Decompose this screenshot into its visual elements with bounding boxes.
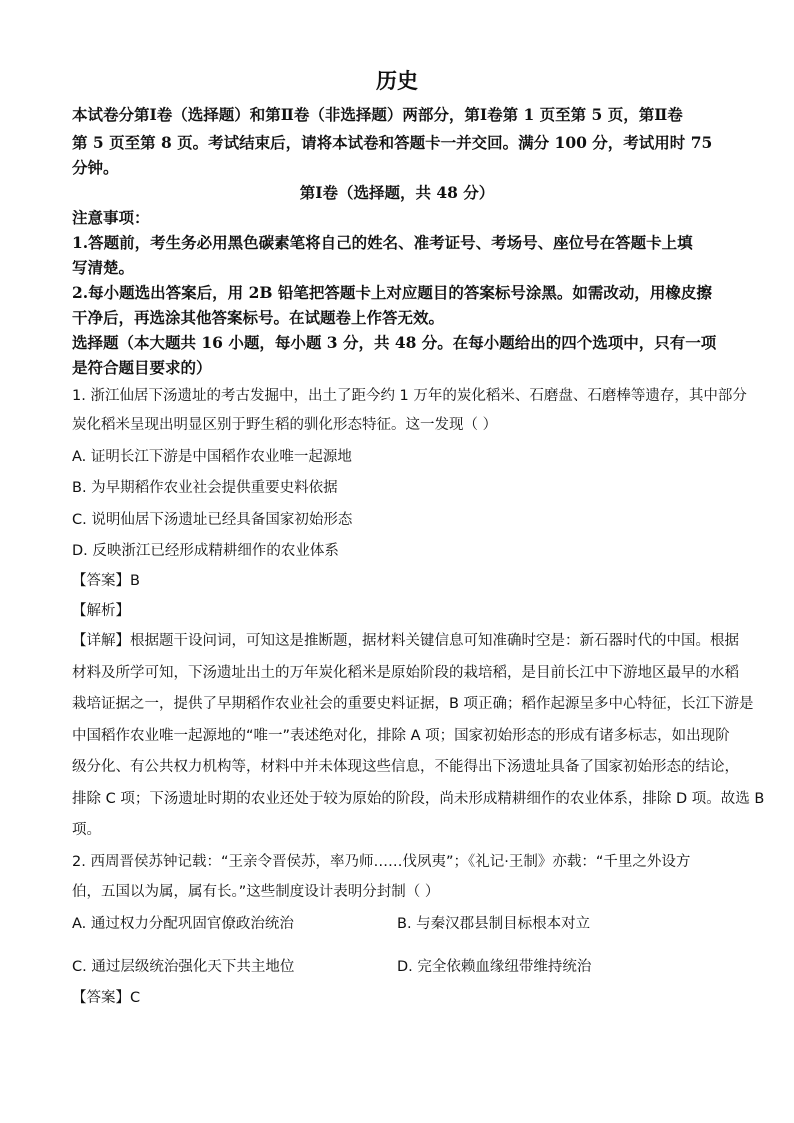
q1-answer: 【答案】B: [72, 573, 140, 589]
q1-option-b: B. 为早期稻作农业社会提供重要史料依据: [72, 480, 338, 496]
q1-stem: 1. 浙江仙居下汤遗址的考古发掘中，出土了距今约 1 万年的炭化稻米、石磨盘、石磨棒等遗存，其中部分: [72, 388, 747, 404]
q1-detail-line: 中国稻作农业唯一起源地的“唯一”表述绝对化，排除 A 项；国家初始形态的形成有诸多标志，如出现阶: [72, 728, 730, 744]
q1-detail-line: 项。: [72, 822, 101, 838]
q2-option-d: D. 完全依赖血缘纽带维持统治: [397, 959, 592, 975]
q1-option-d: D. 反映浙江已经形成精耕细作的农业体系: [72, 543, 339, 559]
intro-line: 本试卷分第Ⅰ卷（选择题）和第Ⅱ卷（非选择题）两部分，第Ⅰ卷第 1 页至第 5 页，第Ⅱ卷: [72, 105, 683, 124]
q1-option-a: A. 证明长江下游是中国稻作农业唯一起源地: [72, 449, 352, 465]
q1-detail-line: 排除 C 项；下汤遗址时期的农业还处于较为原始的阶段，尚未形成精耕细作的农业体系，排除 D 项。故选 B: [72, 791, 765, 807]
mcq-heading: 选择题（本大题共 16 小题，每小题 3 分，共 48 分。在每小题给出的四个选项中，只有一项: [72, 333, 717, 352]
note-line: 写清楚。: [72, 258, 135, 277]
mcq-heading: 是符合题目要求的）: [72, 358, 212, 377]
q1-detail-line: 【详解】根据题干设问词，可知这是推断题，据材料关键信息可知准确时空是：新石器时代的中国。根据: [72, 633, 739, 649]
note-line: 1.答题前，考生务必用黑色碳素笔将自己的姓名、准考证号、考场号、座位号在答题卡上填: [72, 233, 693, 252]
q2-option-c: C. 通过层级统治强化天下共主地位: [72, 959, 295, 975]
q1-analysis-label: 【解析】: [72, 603, 130, 619]
note-line: 干净后，再选涂其他答案标号。在试题卷上作答无效。: [72, 308, 445, 327]
q2-option-a: A. 通过权力分配巩固官僚政治统治: [72, 916, 294, 932]
note-line: 2.每小题选出答案后，用 2B 铅笔把答题卡上对应题目的答案标号涂黑。如需改动，用橡皮擦: [72, 283, 712, 302]
q1-detail-line: 材料及所学可知，下汤遗址出土的万年炭化稻米是原始阶段的栽培稻，是目前长江中下游地区最早的水稻: [72, 665, 739, 681]
intro-line: 分钟。: [72, 158, 119, 177]
q1-detail-line: 级分化、有公共权力机构等，材料中并未体现这些信息，不能得出下汤遗址具备了国家初始形态的结论，: [72, 759, 739, 775]
q2-stem: 伯，五国以为属，属有长。”这些制度设计表明分封制（ ）: [72, 884, 440, 900]
notes-heading: 注意事项：: [72, 208, 150, 227]
page-title: 历史: [376, 68, 418, 93]
q1-detail-line: 栽培证据之一，提供了早期稻作农业社会的重要史料证据，B 项正确；稻作起源呈多中心特征，长江下游是: [72, 696, 754, 712]
q2-stem: 2. 西周晋侯苏钟记载：“王亲令晋侯苏，率乃师……伐夙夷”；《礼记·王制》亦载：“千里之外设方: [72, 854, 691, 870]
q2-answer: 【答案】C: [72, 990, 141, 1006]
section-heading: 第Ⅰ卷（选择题，共 48 分）: [299, 183, 495, 202]
q1-stem: 炭化稻米呈现出明显区别于野生稻的驯化形态特征。这一发现（ ）: [72, 417, 498, 433]
intro-line: 第 5 页至第 8 页。考试结束后，请将本试卷和答题卡一并交回。满分 100 分，考试用时 75: [72, 133, 713, 152]
q1-option-c: C. 说明仙居下汤遗址已经具备国家初始形态: [72, 512, 353, 528]
q2-option-b: B. 与秦汉郡县制目标根本对立: [397, 916, 591, 932]
